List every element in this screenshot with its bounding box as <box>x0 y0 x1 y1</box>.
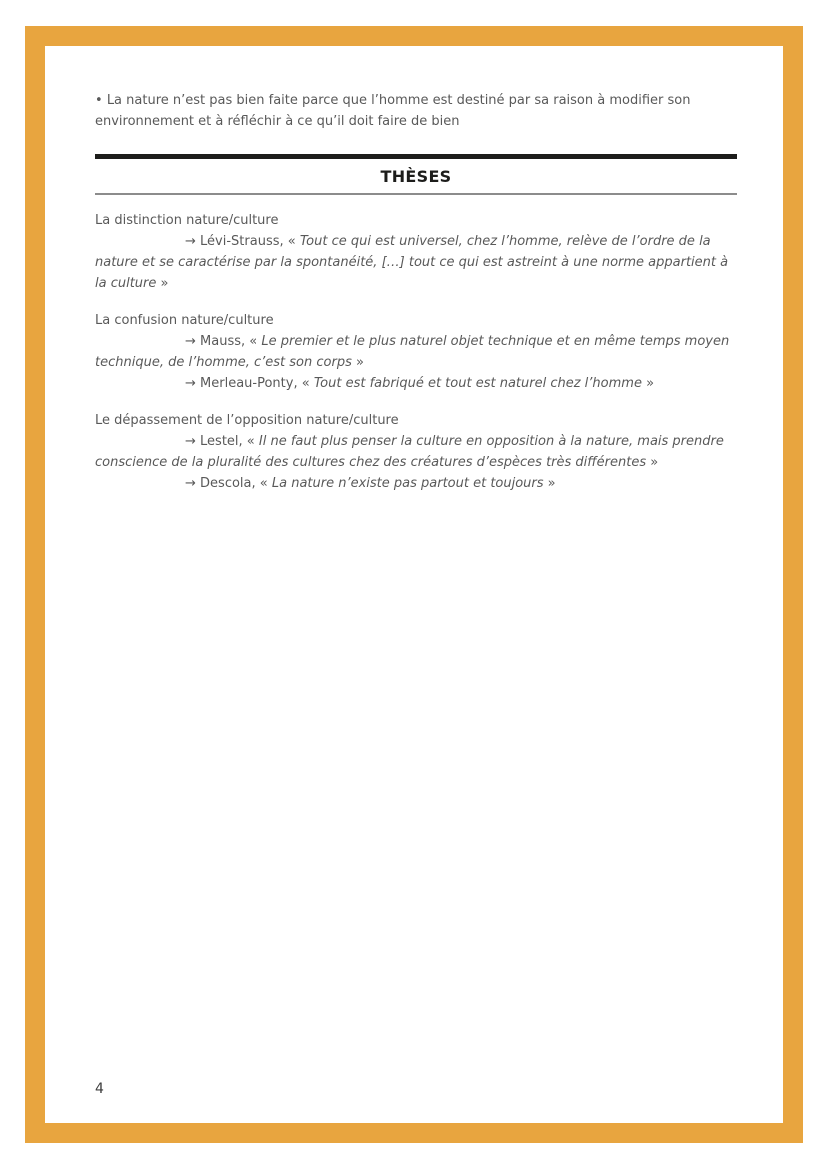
quote-close-mark: » <box>351 355 364 370</box>
divider-thin <box>95 193 737 195</box>
arrow-icon: → <box>185 376 196 391</box>
arrow-icon: → <box>185 234 196 249</box>
quote-author: Descola, « <box>195 476 272 491</box>
thesis-section <box>95 410 737 494</box>
arrow-icon: → <box>185 476 196 491</box>
quote-close-mark: » <box>646 455 659 470</box>
quote-author: Merleau-Ponty, « <box>195 376 314 391</box>
divider-thick <box>95 154 737 159</box>
page-border-frame <box>25 26 803 1143</box>
quote-text: Il ne faut plus penser la culture en opposition à la nature, mais prendre conscience de la pluralité des cultures chez des créatures d’espèces très différentes <box>95 434 724 470</box>
quote-paragraph <box>95 331 737 373</box>
page-content <box>45 46 783 494</box>
quote-close-mark: » <box>543 476 556 491</box>
quote-author: Mauss, « <box>195 334 262 349</box>
thesis-section <box>95 210 737 294</box>
theses-header <box>95 154 737 195</box>
arrow-icon: → <box>185 334 196 349</box>
theses-sections <box>95 210 737 494</box>
intro-text: La nature n’est pas bien faite parce que l’homme est destiné par sa raison à modifier son environnement et à réfléchir à ce qu’il doit faire de bien <box>95 93 691 129</box>
quote-paragraph <box>95 431 737 473</box>
bullet-icon: • <box>95 93 103 108</box>
intro-bullet-paragraph <box>95 90 737 132</box>
quote-paragraph <box>95 473 737 494</box>
arrow-icon: → <box>185 434 196 449</box>
quote-author: Lestel, « <box>195 434 259 449</box>
quote-author: Lévi-Strauss, « <box>195 234 300 249</box>
quote-paragraph <box>95 373 737 394</box>
page-title: THÈSES <box>380 167 452 186</box>
quote-close-mark: » <box>641 376 655 391</box>
quote-paragraph <box>95 231 737 294</box>
section-heading: La distinction nature/culture <box>95 213 279 228</box>
section-heading: La confusion nature/culture <box>95 313 274 328</box>
quote-text: La nature n’existe pas partout et toujours <box>271 476 544 491</box>
section-heading: Le dépassement de l’opposition nature/culture <box>95 413 399 428</box>
quote-close-mark: » <box>156 276 169 291</box>
thesis-section <box>95 310 737 394</box>
quote-text: Tout est fabriqué et tout est naturel chez l’homme <box>313 376 642 391</box>
quote-text: Le premier et le plus naturel objet technique et en même temps moyen technique, de l’homme, c’est son corps <box>95 334 730 370</box>
quote-text: Tout ce qui est universel, chez l’homme, relève de l’ordre de la nature et se caractérise par la spontanéité, […] tout ce qui est astreint à une norme appartient à la culture <box>95 234 729 291</box>
page-number: 4 <box>95 1081 104 1097</box>
